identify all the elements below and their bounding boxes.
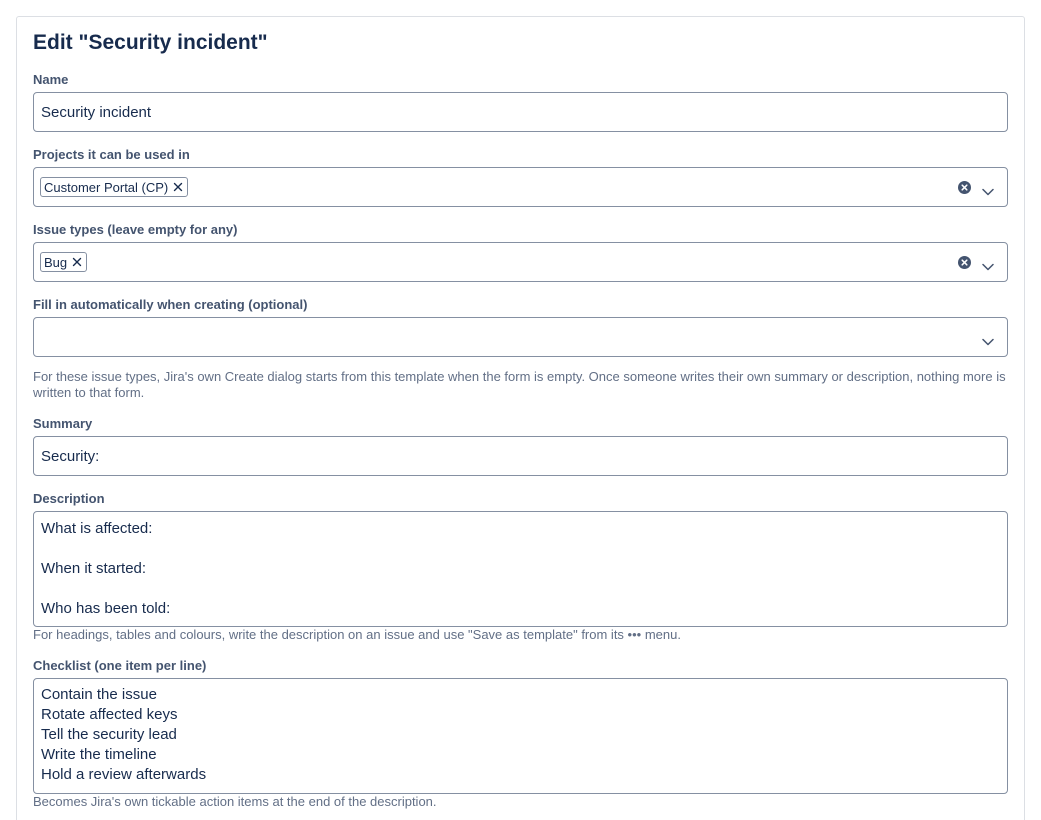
name-label: Name xyxy=(33,72,69,87)
chevron-down-icon[interactable] xyxy=(982,183,994,191)
x-icon[interactable] xyxy=(173,182,183,192)
issue-type-tag xyxy=(40,252,87,272)
projects-label: Projects it can be used in xyxy=(33,147,190,162)
project-tag-label: Customer Portal (CP) xyxy=(44,179,169,195)
summary-value[interactable]: Security: xyxy=(41,448,100,465)
issue-types-select[interactable] xyxy=(33,242,1008,282)
checklist-help: Becomes Jira's own tickable action items at the end of the description. xyxy=(33,794,437,809)
x-icon[interactable] xyxy=(72,257,82,267)
name-field[interactable] xyxy=(33,92,1008,132)
description-help: For headings, tables and colours, write the description on an issue and use "Save as template" from its ••• menu. xyxy=(33,627,681,642)
clear-circle-icon[interactable] xyxy=(958,181,971,194)
checklist-textarea[interactable]: Contain the issue Rotate affected keys Tell the security lead Write the timeline Hold a review afterwards xyxy=(33,678,1008,794)
fill-in-help: For these issue types, Jira's own Create dialog starts from this template when the form is empty. Once someone writes their own summary or description, nothing more is written to that form. xyxy=(33,369,1006,400)
chevron-down-icon[interactable] xyxy=(982,333,994,341)
fill-in-select[interactable] xyxy=(33,317,1008,357)
name-value[interactable]: Security incident xyxy=(41,104,152,121)
description-label: Description xyxy=(33,491,105,506)
summary-field[interactable] xyxy=(33,436,1008,476)
issue-type-tag-label: Bug xyxy=(44,254,68,270)
page-title: Edit "Security incident" xyxy=(33,31,268,54)
summary-label: Summary xyxy=(33,416,93,431)
issue-types-label: Issue types (leave empty for any) xyxy=(33,222,238,237)
projects-select[interactable] xyxy=(33,167,1008,207)
fill-in-label: Fill in automatically when creating (optional) xyxy=(33,297,308,312)
project-tag xyxy=(40,177,188,197)
clear-circle-icon[interactable] xyxy=(958,256,971,269)
checklist-label: Checklist (one item per line) xyxy=(33,658,207,673)
description-textarea[interactable]: What is affected: When it started: Who has been told: xyxy=(33,511,1008,627)
chevron-down-icon[interactable] xyxy=(982,258,994,266)
